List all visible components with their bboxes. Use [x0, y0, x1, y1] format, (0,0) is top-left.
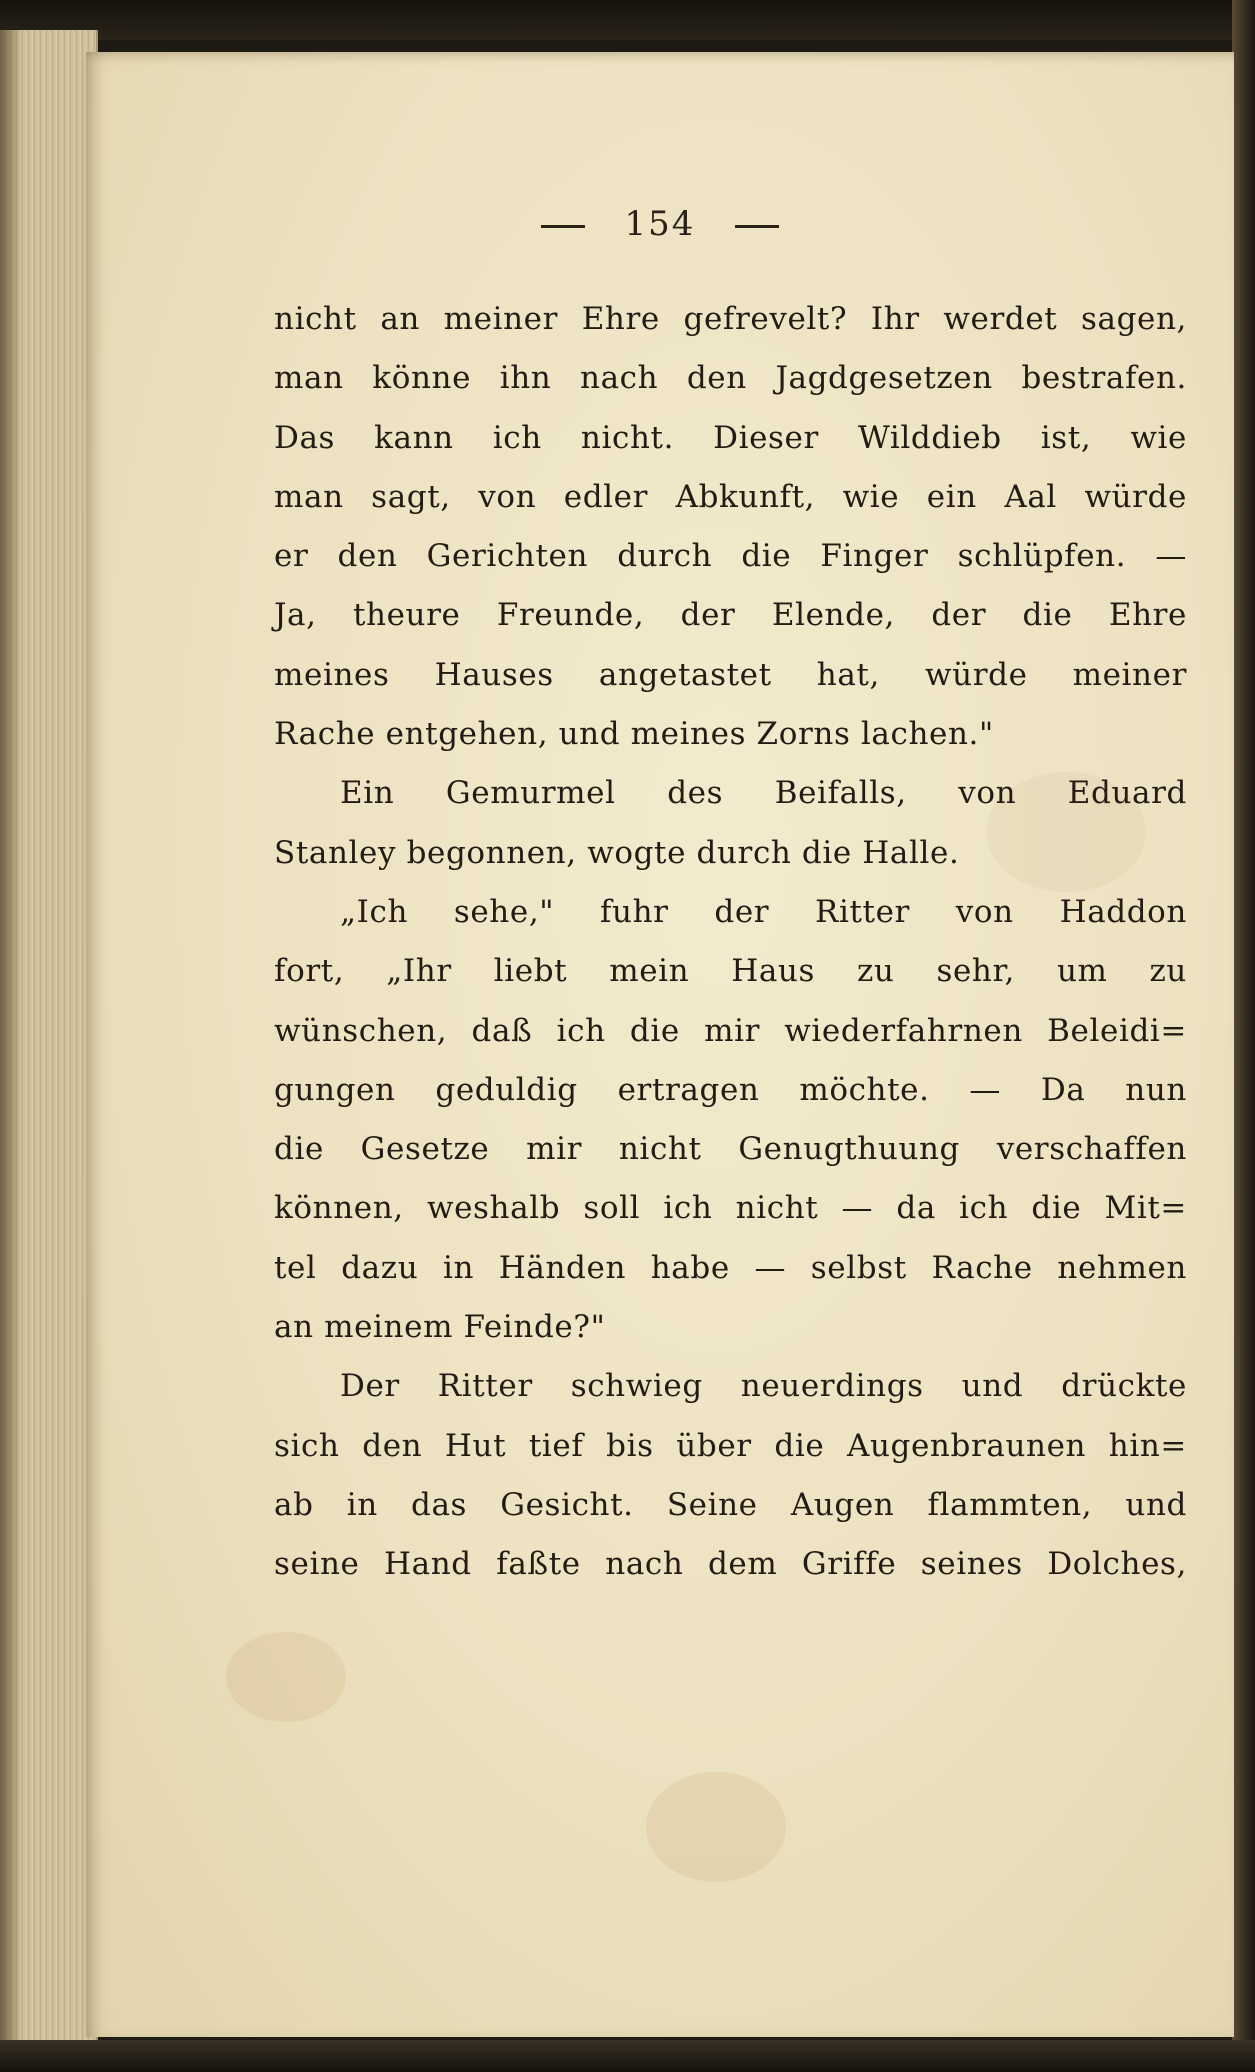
text-line: sich den Hut tief bis über die Augenbraunen hin=: [274, 1427, 1187, 1464]
paper-stain: [646, 1772, 786, 1882]
text-line: an meinem Feinde?": [274, 1309, 606, 1346]
text-line: man sagt, von edler Abkunft, wie ein Aal würde: [274, 478, 1187, 515]
text-line: tel dazu in Händen habe — selbst Rache nehmen: [274, 1249, 1187, 1286]
text-line: man könne ihn nach den Jagdgesetzen bestrafen.: [274, 360, 1187, 397]
text-line: die Gesetze mir nicht Genugthuung verschaffen: [274, 1131, 1187, 1168]
top-edge: [0, 0, 1255, 40]
text-line: nicht an meiner Ehre gefrevelt? Ihr werdet sagen,: [274, 301, 1187, 337]
text-line: „Ich sehe," fuhr der Ritter von Haddon: [340, 893, 1187, 930]
text-line: Das kann ich nicht. Dieser Wilddieb ist, wie: [274, 419, 1187, 456]
bottom-edge: [0, 2040, 1255, 2072]
text-line: ab in das Gesicht. Seine Augen flammten, und: [274, 1486, 1187, 1523]
body-text: [274, 290, 1187, 1595]
page-number: 154: [624, 204, 696, 244]
page-header: [86, 204, 1234, 244]
right-edge: [1232, 0, 1255, 2072]
text-line: seine Hand faßte nach dem Griffe seines Dolches,: [274, 1546, 1187, 1583]
text-line: Stanley begonnen, wogte durch die Halle.: [274, 834, 960, 871]
text-line: Ein Gemurmel des Beifalls, von Eduard: [340, 775, 1187, 812]
text-line: gungen geduldig ertragen möchte. — Da nun: [274, 1071, 1187, 1108]
binding-shadow: [0, 30, 22, 2045]
text-line: er den Gerichten durch die Finger schlüpfen. —: [274, 538, 1187, 575]
text-line: wünschen, daß ich die mir wiederfahrnen Beleidi=: [274, 1012, 1187, 1049]
text-line: können, weshalb soll ich nicht — da ich die Mit=: [274, 1190, 1187, 1227]
header-dash-right: [735, 225, 779, 228]
text-line: Ja, theure Freunde, der Elende, der die Ehre: [274, 597, 1187, 634]
paper-stain: [226, 1632, 346, 1722]
header-dash-left: [541, 225, 585, 228]
text-line: Der Ritter schwieg neuerdings und drückte: [340, 1368, 1187, 1405]
text-line: Rache entgehen, und meines Zorns lachen.": [274, 716, 994, 753]
text-line: meines Hauses angetastet hat, würde meiner: [274, 656, 1187, 693]
text-line: fort, „Ihr liebt mein Haus zu sehr, um zu: [274, 953, 1187, 990]
